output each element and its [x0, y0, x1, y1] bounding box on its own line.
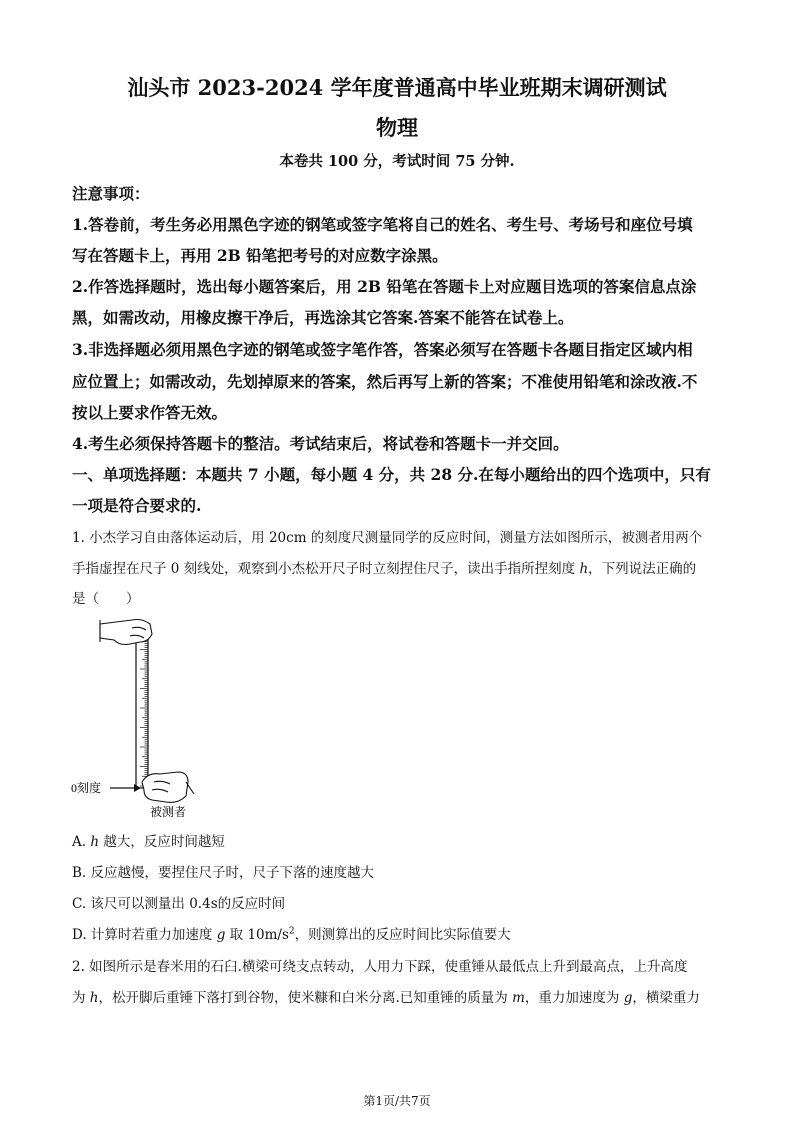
- q1-stem: 是（ ）: [72, 591, 140, 607]
- q2-stem: 为 h，松开脚后重锤下落打到谷物，使米糠和白米分离.已知重锤的质量为 m，重力加速度为 g，横梁重力: [72, 990, 700, 1006]
- zero-mark-label: 0刻度: [71, 781, 102, 795]
- section-heading: 一项是符合要求的.: [72, 496, 202, 515]
- notice-line: 3.非选择题必须用黑色字迹的钢笔或签字笔作答，答案必须写在答题卡各题目指定区域内相: [72, 340, 693, 359]
- notice-heading: 注意事项：: [72, 184, 150, 203]
- tested-hand-icon: [142, 772, 194, 802]
- notice-line: 写在答题卡上，再用 2B 铅笔把考号的对应数字涂黑。: [72, 246, 448, 265]
- q1-option-d: D. 计算时若重力加速度 g 取 $10m/s^2$，则测算出的反应时间比实际值要大: [72, 926, 511, 943]
- exam-info: 本卷共 100 分，考试时间 75 分钟.: [279, 153, 515, 170]
- tested-person-label: 被测者: [150, 805, 187, 819]
- notice-line: 黑，如需改动，用橡皮擦干净后，再选涂其它答案.答案不能答在试卷上。: [72, 308, 574, 327]
- notice-line: 1.答卷前，考生务必用黑色字迹的钢笔或签字笔将自己的姓名、考生号、考场号和座位号填: [72, 215, 693, 234]
- ruler-icon: [136, 626, 148, 788]
- page-footer: 第1页/共7页: [363, 1094, 431, 1108]
- section-heading: 一、单项选择题：本题共 7 小题，每小题 4 分，共 28 分.在每小题给出的四个选项中，只有: [72, 465, 711, 484]
- q2-stem: 2. 如图所示是春米用的石臼.横梁可绕支点转动，人用力下踩，使重锤从最低点上升到最高点，上升高度: [72, 959, 688, 975]
- notice-line: 2.作答选择题时，选出每小题答案后，用 2B 铅笔在答题卡上对应题目选项的答案信息点涂: [72, 277, 697, 296]
- q1-stem: 手指虚捏在尺子 0 刻线处，观察到小杰松开尺子时立刻捏住尺子，读出手指所捏刻度 h，下列说法正确的: [72, 561, 697, 577]
- subject-title: 物理: [376, 115, 418, 140]
- notice-line: 应位置上；如需改动，先划掉原来的答案，然后再写上新的答案；不准使用铅笔和涂改液.不: [72, 372, 698, 391]
- notice-line: 按以上要求作答无效。: [72, 403, 228, 422]
- ruler-reaction-figure: [70, 612, 220, 822]
- q1-option-a: A. h 越大，反应时间越短: [72, 834, 225, 850]
- exam-title: 汕头市 2023-2024 学年度普通高中毕业班期末调研测试: [127, 75, 667, 100]
- notice-line: 4.考生必须保持答题卡的整洁。考试结束后，将试卷和答题卡一并交回。: [72, 434, 569, 453]
- q1-option-b: B. 反应越慢，要捏住尺子时，尺子下落的速度越大: [72, 865, 375, 881]
- releaser-hand-icon: [100, 620, 152, 645]
- q1-option-c: C. 该尺可以测量出 0.4s的反应时间: [72, 896, 286, 912]
- q1-stem: 1. 小杰学习自由落体运动后，用 20cm 的刻度尺测量同学的反应时间，测量方法如图所示，被测者用两个: [72, 530, 703, 546]
